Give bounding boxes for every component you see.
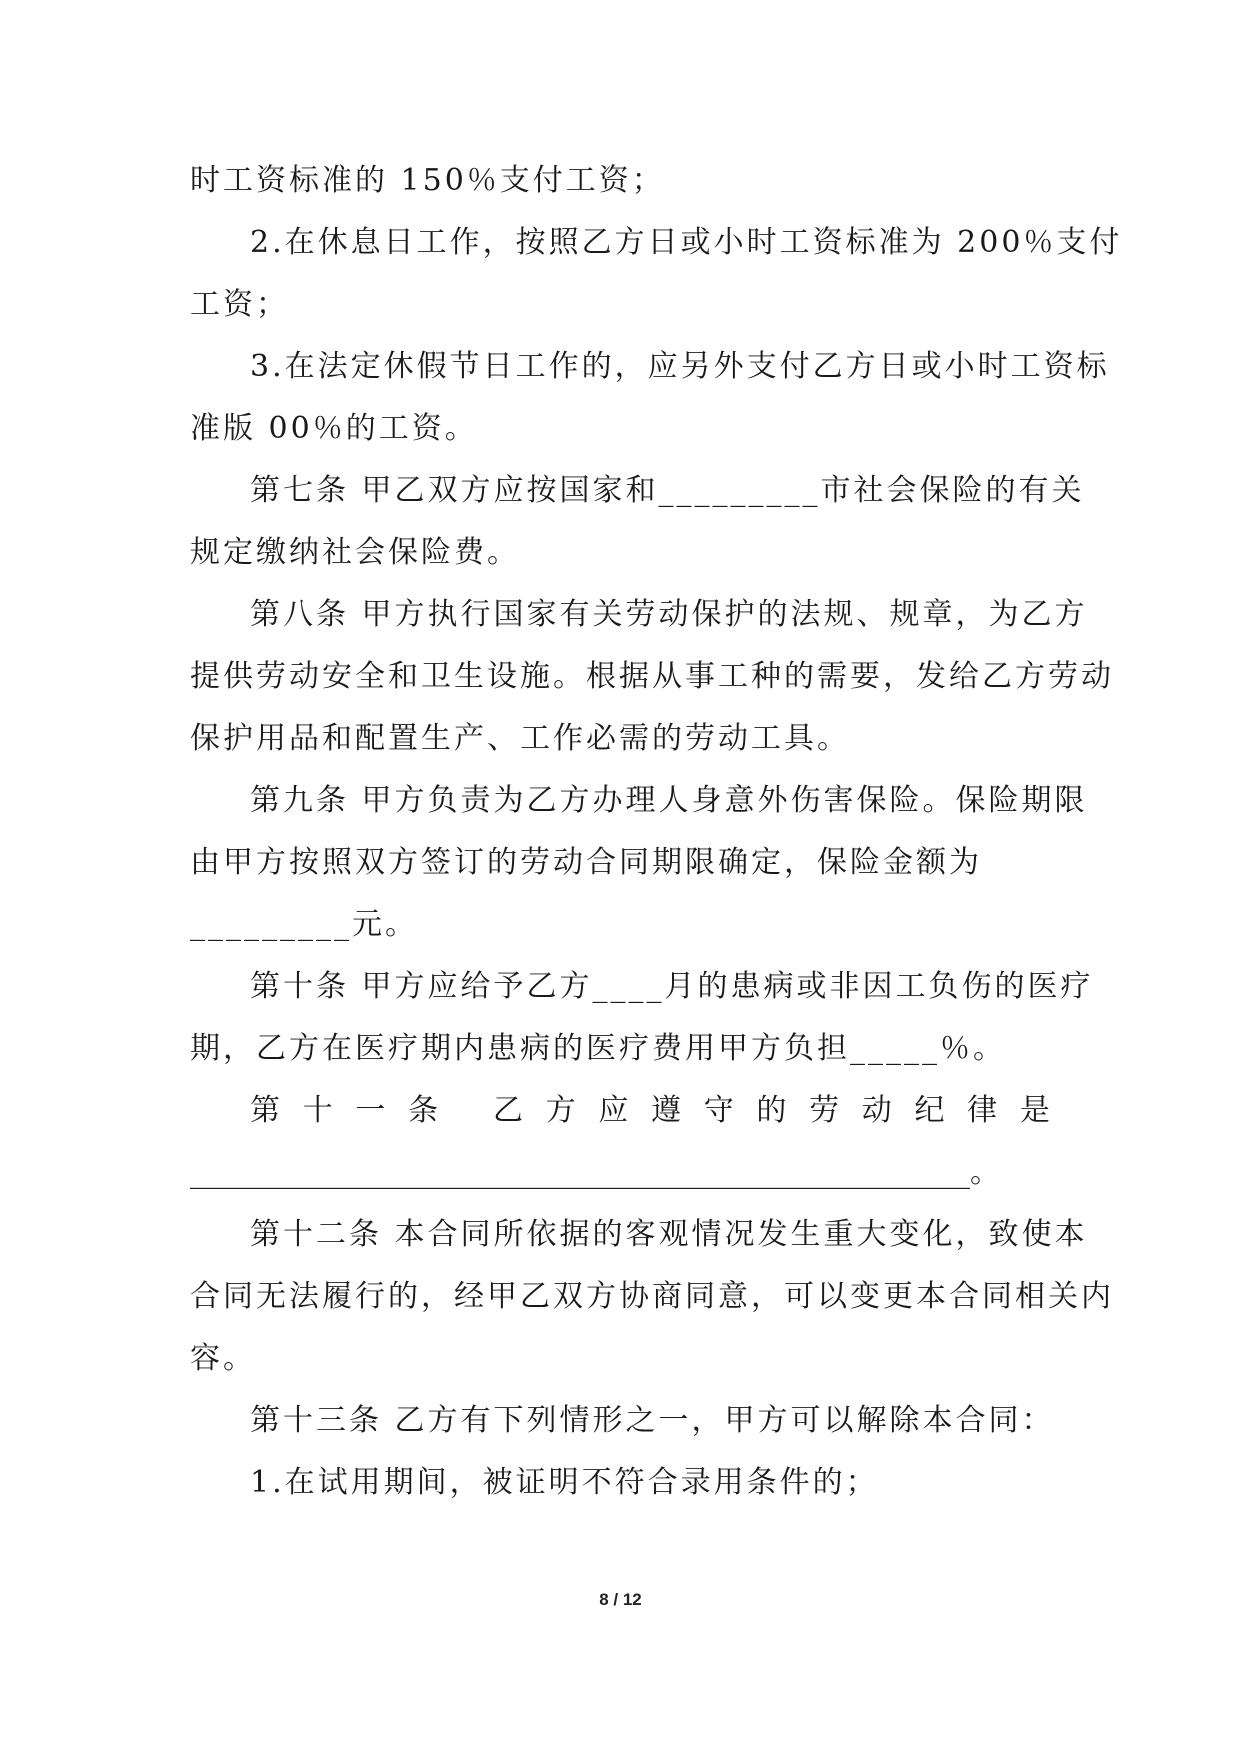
article-11-char: 动 — [861, 1093, 892, 1128]
article-8-line: 提供劳动安全和卫生设施。根据从事工种的需要，发给乙方劳动 — [190, 659, 1114, 694]
article-12-line: 第十二条 本合同所依据的客观情况发生重大变化，致使本 — [250, 1217, 1088, 1252]
paragraph-line: 工资； — [190, 287, 289, 322]
article-13-item: 1.在试用期间，被证明不符合录用条件的； — [250, 1465, 879, 1500]
paragraph-line: 准版 00％的工资。 — [190, 411, 478, 446]
article-11-char: 十 — [302, 1093, 333, 1128]
article-11-char: 乙 — [492, 1093, 523, 1128]
article-11-char: 遵 — [651, 1093, 682, 1128]
article-7-line: 第七条 甲乙双方应按国家和_________市社会保险的有关 — [250, 473, 1085, 508]
article-11-char: 条 — [408, 1093, 439, 1128]
article-10-line: 期，乙方在医疗期内患病的医疗费用甲方负担_____％。 — [190, 1031, 1006, 1066]
article-11-char: 一 — [355, 1093, 386, 1128]
page-number: 8 / 12 — [599, 1590, 642, 1609]
article-11-char: 应 — [598, 1093, 629, 1128]
article-11-char: 是 — [1019, 1093, 1050, 1128]
article-9-line: _________元。 — [190, 907, 418, 942]
article-11-line — [190, 1080, 1050, 1142]
article-12-line: 容。 — [190, 1341, 256, 1376]
paragraph-line: 2.在休息日工作，按照乙方日或小时工资标准为 200％支付 — [250, 225, 1123, 260]
paragraph-line: 3.在法定休假节日工作的，应另外支付乙方日或小时工资标 — [250, 349, 1110, 384]
article-11-char: 第 — [250, 1093, 280, 1128]
article-11-char: 劳 — [809, 1093, 840, 1128]
article-11-char — [461, 1080, 471, 1142]
article-8-line: 保护用品和配置生产、工作必需的劳动工具。 — [190, 721, 850, 756]
article-9-line: 由甲方按照双方签订的劳动合同期限确定，保险金额为 — [190, 845, 982, 880]
article-10-line: 第十条 甲方应给予乙方____月的患病或非因工负伤的医疗 — [250, 969, 1094, 1004]
article-13-line: 第十三条 乙方有下列情形之一，甲方可以解除本合同： — [250, 1403, 1055, 1438]
document-body — [190, 150, 1123, 1514]
article-11-blank-line: ____________________________________________________。 — [190, 1155, 1000, 1190]
article-9-line: 第九条 甲方负责为乙方办理人身意外伤害保险。保险期限 — [250, 783, 1088, 818]
article-11-char: 守 — [703, 1093, 734, 1128]
article-11-char: 方 — [545, 1093, 576, 1128]
article-12-line: 合同无法履行的，经甲乙双方协商同意，可以变更本合同相关内 — [190, 1279, 1114, 1314]
article-11-char: 的 — [756, 1093, 787, 1128]
article-7-line: 规定缴纳社会保险费。 — [190, 535, 520, 570]
article-11-char: 律 — [967, 1093, 998, 1128]
article-8-line: 第八条 甲方执行国家有关劳动保护的法规、规章，为乙方 — [250, 597, 1088, 632]
article-11-char: 纪 — [914, 1093, 945, 1128]
paragraph-line: 时工资标准的 150％支付工资； — [190, 163, 665, 198]
